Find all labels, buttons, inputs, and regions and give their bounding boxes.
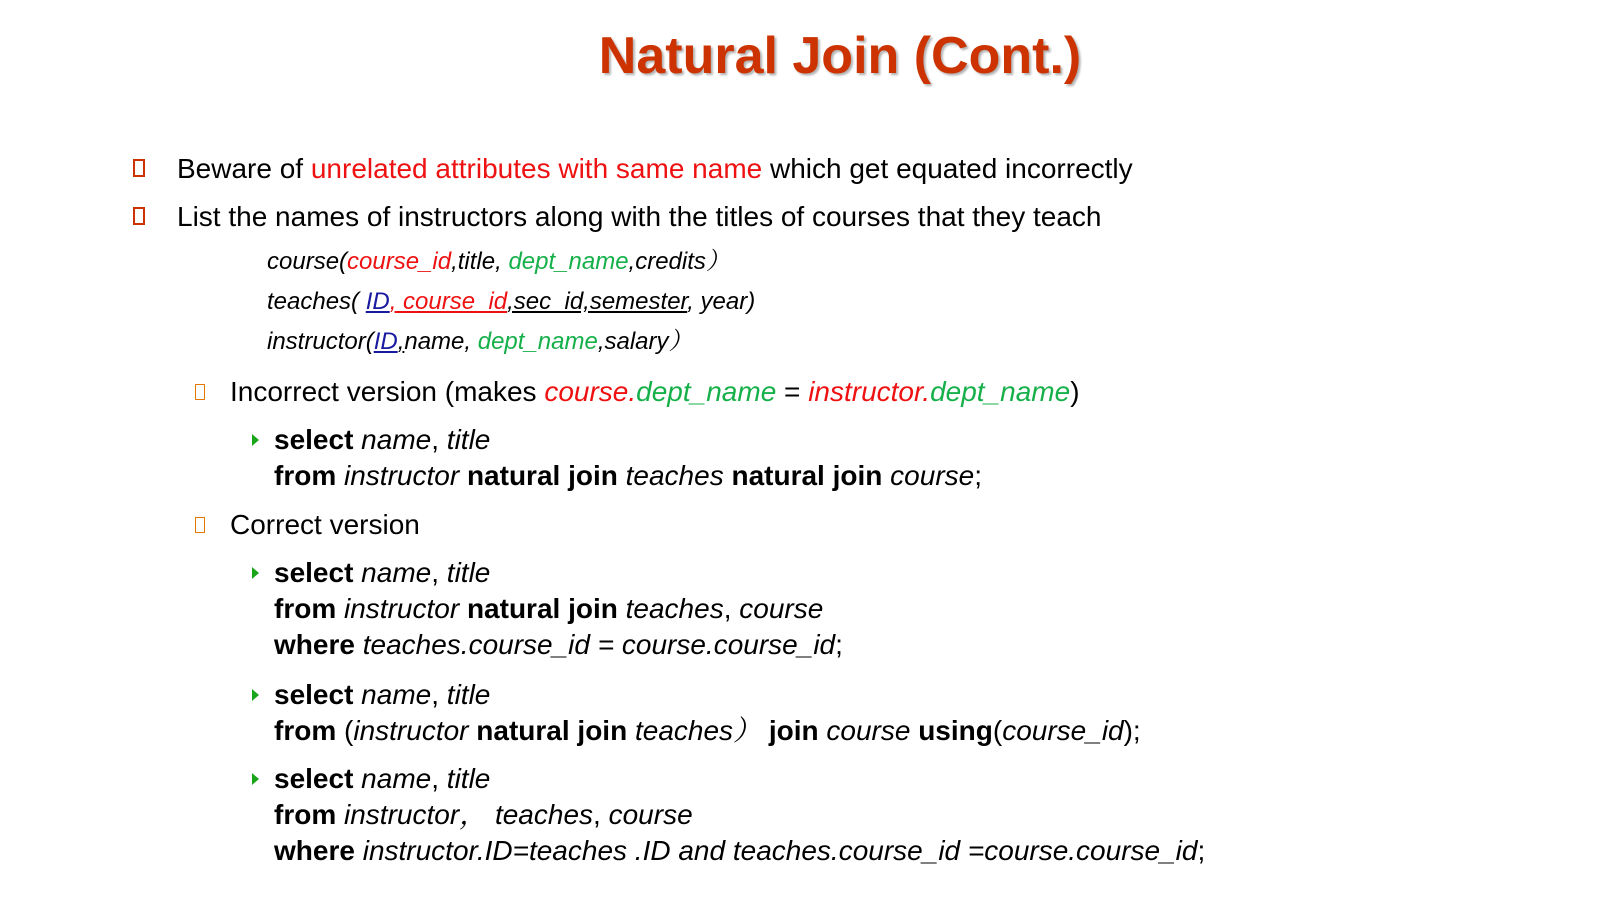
- sql-identifier: title: [446, 424, 491, 455]
- schema-key-attr: ID: [373, 328, 398, 355]
- sql-punct: ,: [431, 557, 447, 588]
- schema-name: course(: [267, 248, 348, 275]
- sql-condition: teaches.course_id = course.course_id: [354, 629, 836, 660]
- schema-key-attr: , course_id: [389, 288, 508, 315]
- square-bullet-icon: [195, 384, 205, 400]
- sql-punct: ,: [723, 593, 740, 624]
- schema-key-attr: ,sec_id,semester: [507, 288, 688, 315]
- query-line: [274, 677, 1141, 713]
- schema-teaches: [267, 288, 755, 316]
- sql-identifier: name: [353, 557, 432, 588]
- sql-identifier: instructor: [336, 460, 467, 491]
- sql-punct: ,: [593, 799, 609, 830]
- query-line: [274, 591, 843, 627]
- query-line: [274, 458, 982, 494]
- query-line: [274, 797, 1205, 833]
- triangle-bullet-icon: [252, 773, 259, 785]
- relation-name: course.: [544, 376, 637, 407]
- schema-attr: ,title,: [451, 248, 509, 275]
- sql-keyword: from: [274, 799, 337, 830]
- sql-identifier: teaches: [617, 460, 732, 491]
- schema-attr: dept_name: [477, 328, 598, 355]
- sql-identifier: course: [608, 799, 693, 830]
- square-bullet-icon: [133, 207, 145, 225]
- sql-punct: ;: [835, 629, 843, 660]
- triangle-bullet-icon: [252, 689, 259, 701]
- sql-identifier: course: [882, 460, 975, 491]
- sql-keyword: from: [274, 593, 337, 624]
- sql-keyword: using: [918, 715, 993, 746]
- equals-sign: =: [776, 376, 809, 407]
- sql-identifier: instructor，: [336, 799, 488, 830]
- sql-keyword: where: [274, 835, 355, 866]
- sql-punct: ,: [431, 424, 447, 455]
- query-line: [274, 833, 1205, 869]
- sql-identifier: name: [353, 424, 432, 455]
- sql-keyword: select: [274, 424, 354, 455]
- schema-attr: , year): [687, 288, 756, 315]
- correct-query-1: [274, 555, 843, 663]
- sql-keyword: where: [274, 629, 355, 660]
- sql-identifier: course: [818, 715, 919, 746]
- square-bullet-icon: [133, 159, 145, 177]
- attribute-name: dept_name: [636, 376, 777, 407]
- sql-identifier: name: [353, 763, 432, 794]
- correct-query-2: [274, 677, 1141, 749]
- incorrect-query: [274, 422, 982, 494]
- bullet-text: which get equated incorrectly: [762, 153, 1133, 184]
- sql-keyword: natural join: [466, 460, 618, 491]
- sql-identifier: teaches: [617, 593, 724, 624]
- sql-keyword: natural join: [731, 460, 883, 491]
- sql-identifier: title: [446, 557, 491, 588]
- label-text: Incorrect version (makes: [230, 376, 545, 407]
- sql-identifier: teaches: [487, 799, 594, 830]
- schema-attr: ,salary: [597, 328, 669, 355]
- sql-condition: instructor.ID=teaches .ID and teaches.course_id =course.course_id: [354, 835, 1198, 866]
- sql-identifier: course: [739, 593, 824, 624]
- sql-identifier: title: [446, 679, 491, 710]
- sql-punct: ;: [1197, 835, 1206, 866]
- schema-course: [267, 248, 730, 276]
- sql-identifier: instructor: [336, 593, 467, 624]
- label-text: ): [1070, 376, 1080, 407]
- query-line: [274, 422, 982, 458]
- schema-attr: ,credits: [628, 248, 706, 275]
- sql-keyword: from: [274, 460, 337, 491]
- schema-name: teaches(: [267, 288, 366, 315]
- schema-name: instructor(: [267, 328, 374, 355]
- sql-keyword: from: [274, 715, 337, 746]
- square-bullet-icon: [195, 517, 205, 533]
- sql-punct: ,: [431, 763, 447, 794]
- sql-identifier: name: [353, 679, 432, 710]
- page-title: Natural Join (Cont.): [598, 27, 1082, 85]
- bullet-beware: [177, 153, 1133, 185]
- schema-close: ）: [668, 328, 693, 355]
- incorrect-version-label: [230, 376, 1080, 408]
- schema-attr: dept_name: [508, 248, 629, 275]
- relation-name: instructor.: [808, 376, 931, 407]
- bullet-highlight: unrelated attributes with same name: [310, 153, 763, 184]
- sql-keyword: natural join: [466, 593, 618, 624]
- schema-close: ）: [705, 248, 730, 275]
- sql-keyword: select: [274, 557, 354, 588]
- triangle-bullet-icon: [252, 567, 259, 579]
- triangle-bullet-icon: [252, 434, 259, 446]
- schema-key-attr: ID: [365, 288, 390, 315]
- sql-identifier: title: [446, 763, 491, 794]
- sql-identifier: teaches）: [627, 715, 762, 746]
- correct-query-3: [274, 761, 1205, 869]
- bullet-list-names: List the names of instructors along with the titles of courses that they teach: [177, 201, 1102, 232]
- sql-identifier: course_id: [1002, 715, 1124, 746]
- sql-punct: (: [992, 715, 1003, 746]
- sql-keyword: select: [274, 679, 354, 710]
- sql-punct: ;: [974, 460, 982, 491]
- sql-keyword: natural join: [476, 715, 628, 746]
- sql-keyword: join: [761, 715, 819, 746]
- query-line: [274, 713, 1141, 749]
- schema-attr: course_id: [347, 248, 452, 275]
- sql-identifier: instructor: [353, 715, 477, 746]
- sql-punct: );: [1123, 715, 1141, 746]
- attribute-name: dept_name: [930, 376, 1071, 407]
- query-line: [274, 627, 843, 663]
- query-line: [274, 761, 1205, 797]
- schema-instructor: [267, 328, 693, 356]
- sql-keyword: select: [274, 763, 354, 794]
- schema-attr: name,: [404, 328, 478, 355]
- correct-version-label: Correct version: [230, 509, 420, 540]
- sql-punct: ,: [431, 679, 447, 710]
- sql-punct: (: [336, 715, 354, 746]
- query-line: [274, 555, 843, 591]
- schema-separator: ,: [397, 328, 405, 355]
- bullet-text: Beware of: [177, 153, 311, 184]
